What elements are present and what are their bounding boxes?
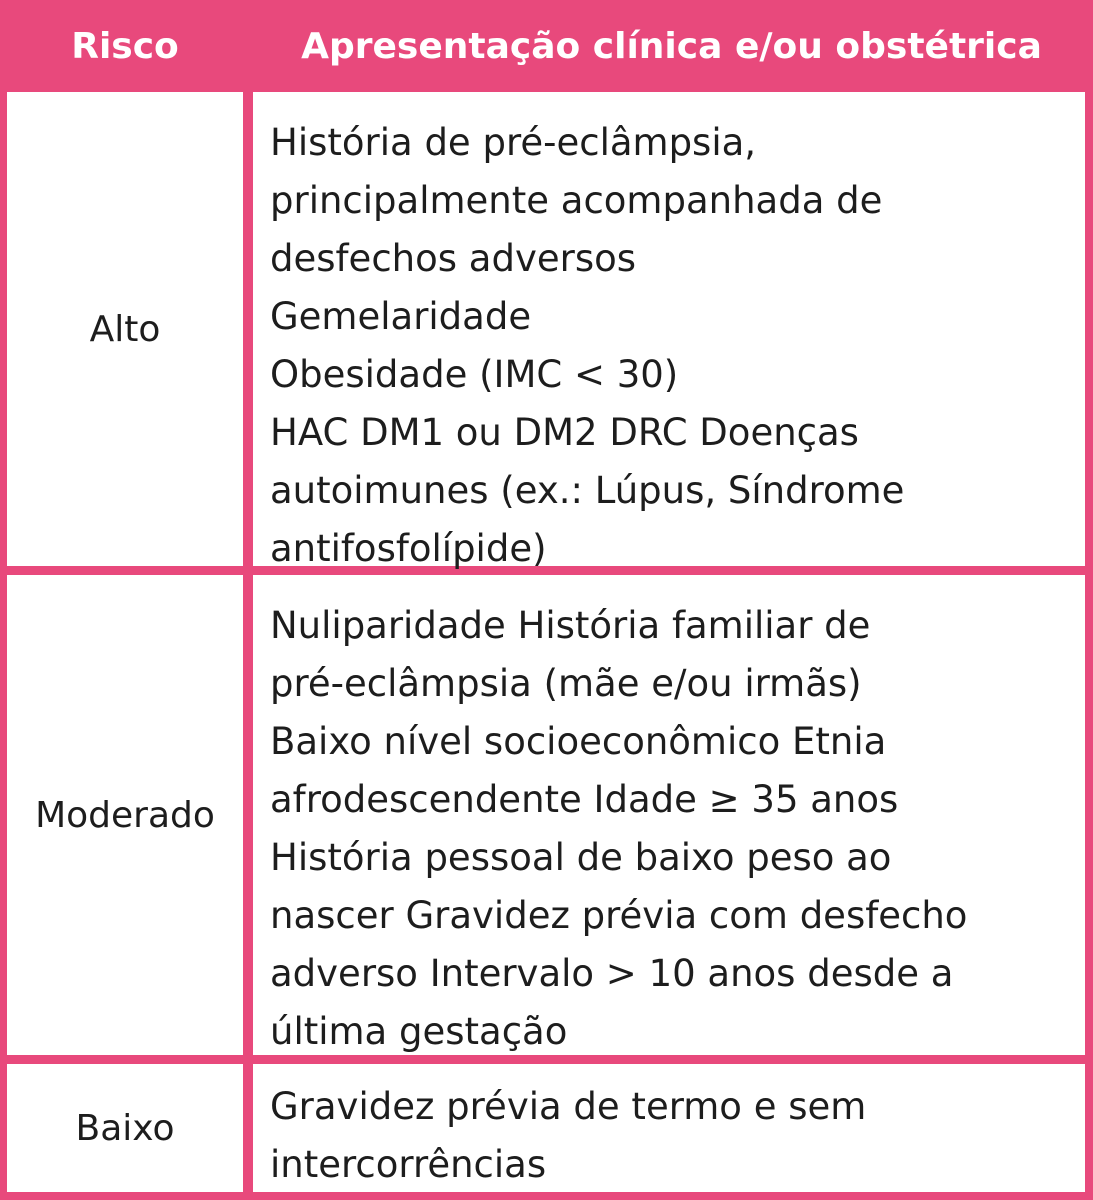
- header-description: Apresentação clínica e/ou obstétrica: [301, 25, 1042, 67]
- description-line: última gestação: [270, 1010, 568, 1053]
- description-cell-baixo: [253, 1064, 1085, 1192]
- header-risk: Risco: [71, 25, 179, 67]
- risk-cell-moderado: Moderado: [7, 575, 243, 1055]
- description-line: pré-eclâmpsia (mãe e/ou irmãs): [270, 662, 862, 705]
- description-line: Obesidade (IMC < 30): [270, 353, 679, 396]
- table-header: [0, 0, 1093, 92]
- risk-cell-baixo: Baixo: [7, 1064, 243, 1192]
- description-line: História pessoal de baixo peso ao: [270, 836, 892, 879]
- description-line: intercorrências: [270, 1143, 547, 1186]
- description-line: Gravidez prévia de termo e sem: [270, 1085, 867, 1128]
- description-line: autoimunes (ex.: Lúpus, Síndrome: [270, 469, 905, 512]
- description-cell-moderado: [253, 575, 1085, 1055]
- description-cell-alto: [253, 92, 1085, 570]
- description-line: nascer Gravidez prévia com desfecho: [270, 894, 968, 937]
- description-line: Nuliparidade História familiar de: [270, 604, 871, 647]
- description-line: Gemelaridade: [270, 295, 532, 338]
- description-line: antifosfolípide): [270, 527, 547, 570]
- risk-cell-alto: Alto: [7, 92, 243, 566]
- description-line: adverso Intervalo > 10 anos desde a: [270, 952, 954, 995]
- description-line: HAC DM1 ou DM2 DRC Doenças: [270, 411, 859, 454]
- description-line: Baixo nível socioeconômico Etnia: [270, 720, 887, 763]
- description-line: principalmente acompanhada de: [270, 179, 883, 222]
- description-line: desfechos adversos: [270, 237, 637, 280]
- description-line: História de pré-eclâmpsia,: [270, 121, 757, 164]
- description-line: afrodescendente Idade ≥ 35 anos: [270, 778, 899, 821]
